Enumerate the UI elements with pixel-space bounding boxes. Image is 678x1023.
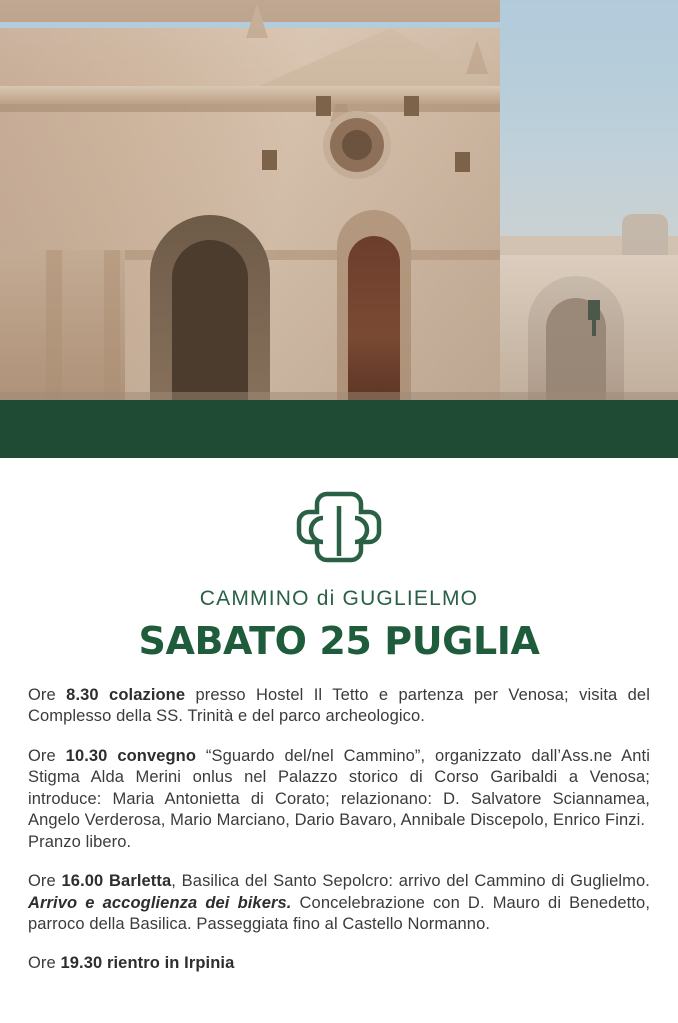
time-text-1600: , Basilica del Santo Sepolcro: arrivo del Cammino di Guglielmo. (171, 872, 650, 891)
time-prefix-830: Ore (28, 686, 67, 704)
brand-word-2: di (316, 587, 336, 610)
time-label-1030: 10.30 convegno (65, 746, 197, 765)
time-label-830: 8.30 colazione (66, 686, 186, 704)
program-item-1930 (28, 953, 650, 974)
time-prefix-1600: Ore (28, 872, 62, 891)
cammino-cross-logo-icon (293, 488, 385, 579)
time-text-830: presso Hostel Il Tetto e partenza per Venosa; visita del Complesso della SS. Trinità e del parco archeologico. (28, 686, 650, 726)
page-title: SABATO 25 PUGLIA (138, 619, 540, 663)
poster-content (0, 458, 678, 975)
logo-container (28, 488, 650, 579)
photo-overlay (0, 0, 678, 400)
brand-word-1: CAMMINO (199, 587, 310, 610)
green-divider-bar (0, 400, 678, 458)
time-text-1030: “Sguardo del/nel Cammino”, organizzato dall’Ass.ne Anti Stigma Alda Merini onlus nel Palazzo storico di Corso Garibaldi a Venosa; introduce: Maria Antonietta di Corato; relazionano: D. Salvatore Sciannamea, Angelo Verderosa, Mario Marciano, Dario Bavaro, Annibale Discepolo, Enrico Finzi. (28, 746, 650, 830)
brand-word-3: GUGLIELMO (342, 587, 479, 610)
time-extra-1030: Pranzo libero. (28, 832, 132, 851)
time-text2-1600: Concelebrazione con D. Mauro di Benedetto, parroco della Basilica. Passeggiata fino al Castello Normanno. (28, 893, 650, 933)
header-photo (0, 0, 678, 400)
brand-title (28, 587, 650, 611)
time-highlight-1600: Arrivo e accoglienza dei bikers. (28, 893, 292, 912)
time-label-1600: 16.00 Barletta (61, 872, 172, 891)
program-item-1600 (28, 871, 650, 935)
time-prefix-1930: Ore (28, 954, 61, 973)
program-item-1030 (28, 746, 650, 853)
time-label-1930: 19.30 rientro in Irpinia (60, 954, 235, 973)
program-item-830 (28, 685, 650, 728)
time-prefix-1030: Ore (28, 746, 66, 765)
